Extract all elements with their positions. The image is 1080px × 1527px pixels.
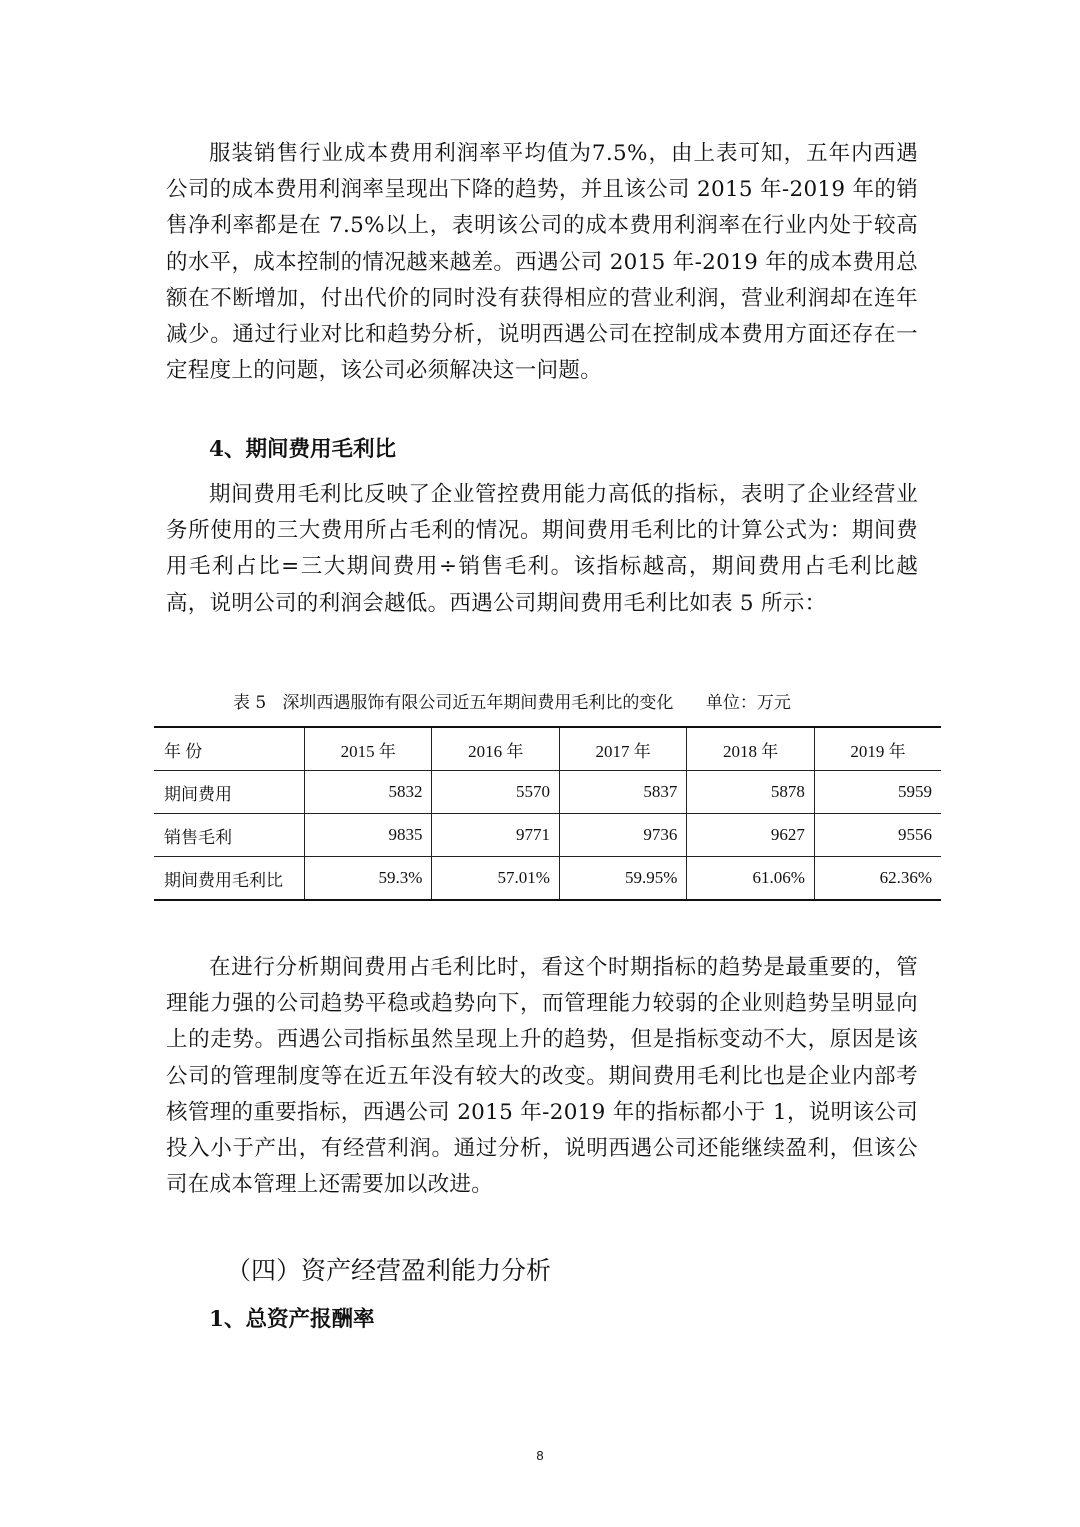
table-cell: 9556 [814, 814, 941, 857]
table-cell: 62.36% [814, 857, 941, 901]
table-cell: 61.06% [687, 857, 814, 901]
table-header-cell: 2017 年 [559, 727, 686, 771]
paragraph-trend-analysis: 在进行分析期间费用占毛利比时，看这个时期指标的趋势是最重要的，管理能力强的公司趋势平稳或趋势向下，而管理能力较弱的企业则趋势呈明显向上的走势。西遇公司指标虽然呈现上升的趋势，但是指标变动不大，原因是该公司的管理制度等在近五年没有较大的改变。期间费用毛利比也是企业内部考核管理的重要指标，西遇公司 2015 年-2019 年的指标都小于 1，说明该公司投入小于产出，有经营利润。通过分析，说明西遇公司还能继续盈利，但该公司在成本管理上还需要加以改进。 [166, 955, 918, 1198]
table-row [154, 857, 941, 901]
table-header-cell: 2019 年 [814, 727, 941, 771]
table-cell: 57.01% [432, 857, 559, 901]
table-cell: 9736 [559, 814, 686, 857]
table-header-cell: 年 份 [154, 727, 305, 771]
table-cell: 9771 [432, 814, 559, 857]
paragraph-cost-profit-analysis: 服装销售行业成本费用利润率平均值为7.5%，由上表可知，五年内西遇公司的成本费用利润率呈现出下降的趋势，并且该公司 2015 年-2019 年的销售净利率都是在 7.5%以上，表明该公司的成本费用利润率在行业内处于较高的水平，成本控制的情况越来越差。西遇公司 2015 年-2019 年的成本费用总额在不断增加，付出代价的同时没有获得相应的营业利润，营业利润却在连年减少。通过行业对比和趋势分析，说明西遇公司在控制成本费用方面还存在一定程度上的问题，该公司必须解决这一问题。 [166, 141, 918, 384]
page-number: 8 [536, 1448, 544, 1463]
table-cell: 5837 [559, 771, 686, 814]
table-cell: 59.95% [559, 857, 686, 901]
expense-ratio-table [154, 726, 941, 901]
subheading-total-asset-return: 1、总资产报酬率 [209, 1307, 375, 1332]
row-label: 期间费用毛利比 [154, 857, 305, 901]
table-header-cell: 2015 年 [305, 727, 432, 771]
table-cell: 5878 [687, 771, 814, 814]
table-cell: 5959 [814, 771, 941, 814]
table-cell: 59.3% [305, 857, 432, 901]
table-cell: 9627 [687, 814, 814, 857]
section-heading-asset-profitability: （四）资产经营盈利能力分析 [226, 1256, 552, 1285]
table-header-cell: 2016 年 [432, 727, 559, 771]
table-row [154, 814, 941, 857]
table-row [154, 771, 941, 814]
table-cell: 5832 [305, 771, 432, 814]
table-header-cell: 2018 年 [687, 727, 814, 771]
table-cell: 5570 [432, 771, 559, 814]
table-caption: 表 5 深圳西遇服饰有限公司近五年期间费用毛利比的变化 单位：万元 [233, 693, 791, 713]
table-header-row [154, 727, 941, 771]
table-cell: 9835 [305, 814, 432, 857]
row-label: 销售毛利 [154, 814, 305, 857]
row-label: 期间费用 [154, 771, 305, 814]
subheading-period-expense-gross-profit-ratio: 4、期间费用毛利比 [209, 437, 396, 462]
paragraph-ratio-definition: 期间费用毛利比反映了企业管控费用能力高低的指标，表明了企业经营业务所使用的三大费用所占毛利的情况。期间费用毛利比的计算公式为：期间费用毛利占比=三大期间费用÷销售毛利。该指标越高，期间费用占毛利比越高，说明公司的利润会越低。西遇公司期间费用毛利比如表 5 所示： [166, 482, 918, 616]
